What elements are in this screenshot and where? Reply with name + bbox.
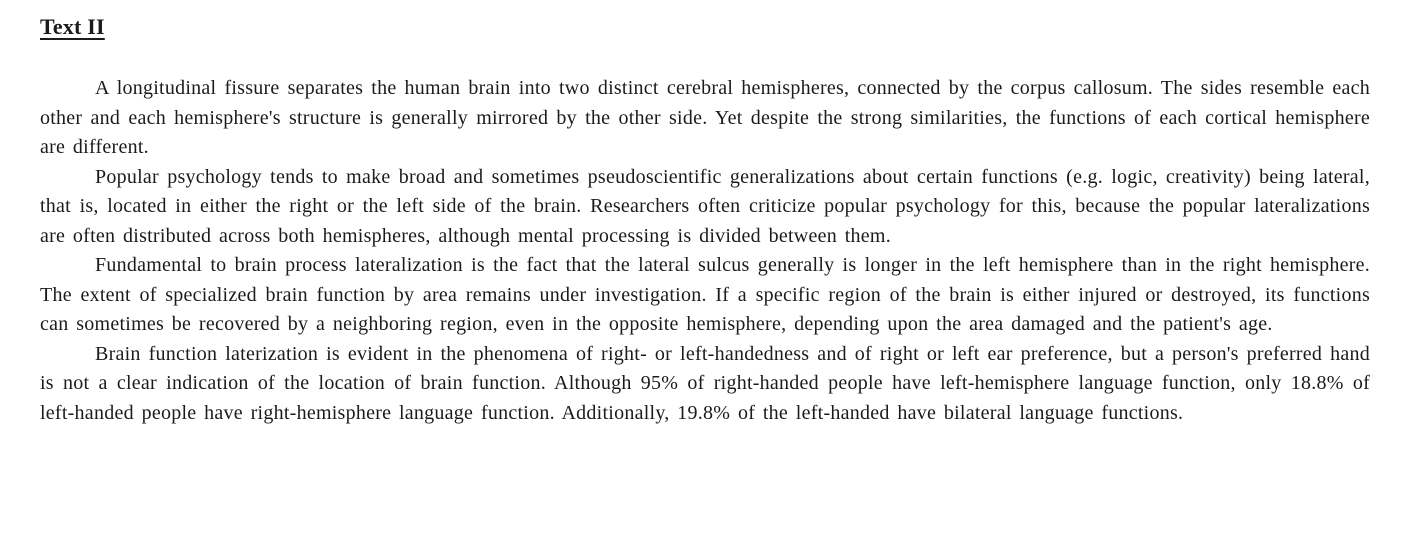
- reading-passage: [40, 74, 1370, 428]
- page-title: Text II: [40, 14, 105, 39]
- paragraph-lateral-sulcus: Fundamental to brain process lateralization is the fact that the lateral sulcus generally is longer in the left hemisphere than in the right hemisphere. The extent of specialized brain function by area remains under investigation. If a specific region of the brain is either injured or destroyed, its functions can sometimes be recovered by a neighboring region, even in the opposite hemisphere, depending upon the area damaged and the patient's age.: [40, 254, 1370, 335]
- paragraph-handedness: Brain function laterization is evident in the phenomena of right- or left-handedness and of right or left ear preference, but a person's preferred hand is not a clear indication of the location of brain function. Although 95% of right-handed people have left-hemisphere language function, only 18.8% of left-handed people have right-hemisphere language function. Additionally, 19.8% of the left-handed have bilateral language functions.: [40, 342, 1370, 424]
- paragraph-hemispheres: A longitudinal fissure separates the human brain into two distinct cerebral hemispheres, connected by the corpus callosum. The sides resemble each other and each hemisphere's structure is generally mirrored by the other side. Yet despite the strong similarities, the functions of each cortical hemisphere are different.: [40, 77, 1370, 158]
- paragraph-popular-psychology: Popular psychology tends to make broad and sometimes pseudoscientific generalizations about certain functions (e.g. logic, creativity) being lateral, that is, located in either the right or the left side of the brain. Researchers often criticize popular psychology for this, because the popular lateralizations are often distributed across both hemispheres, although mental processing is divided between them.: [40, 165, 1370, 247]
